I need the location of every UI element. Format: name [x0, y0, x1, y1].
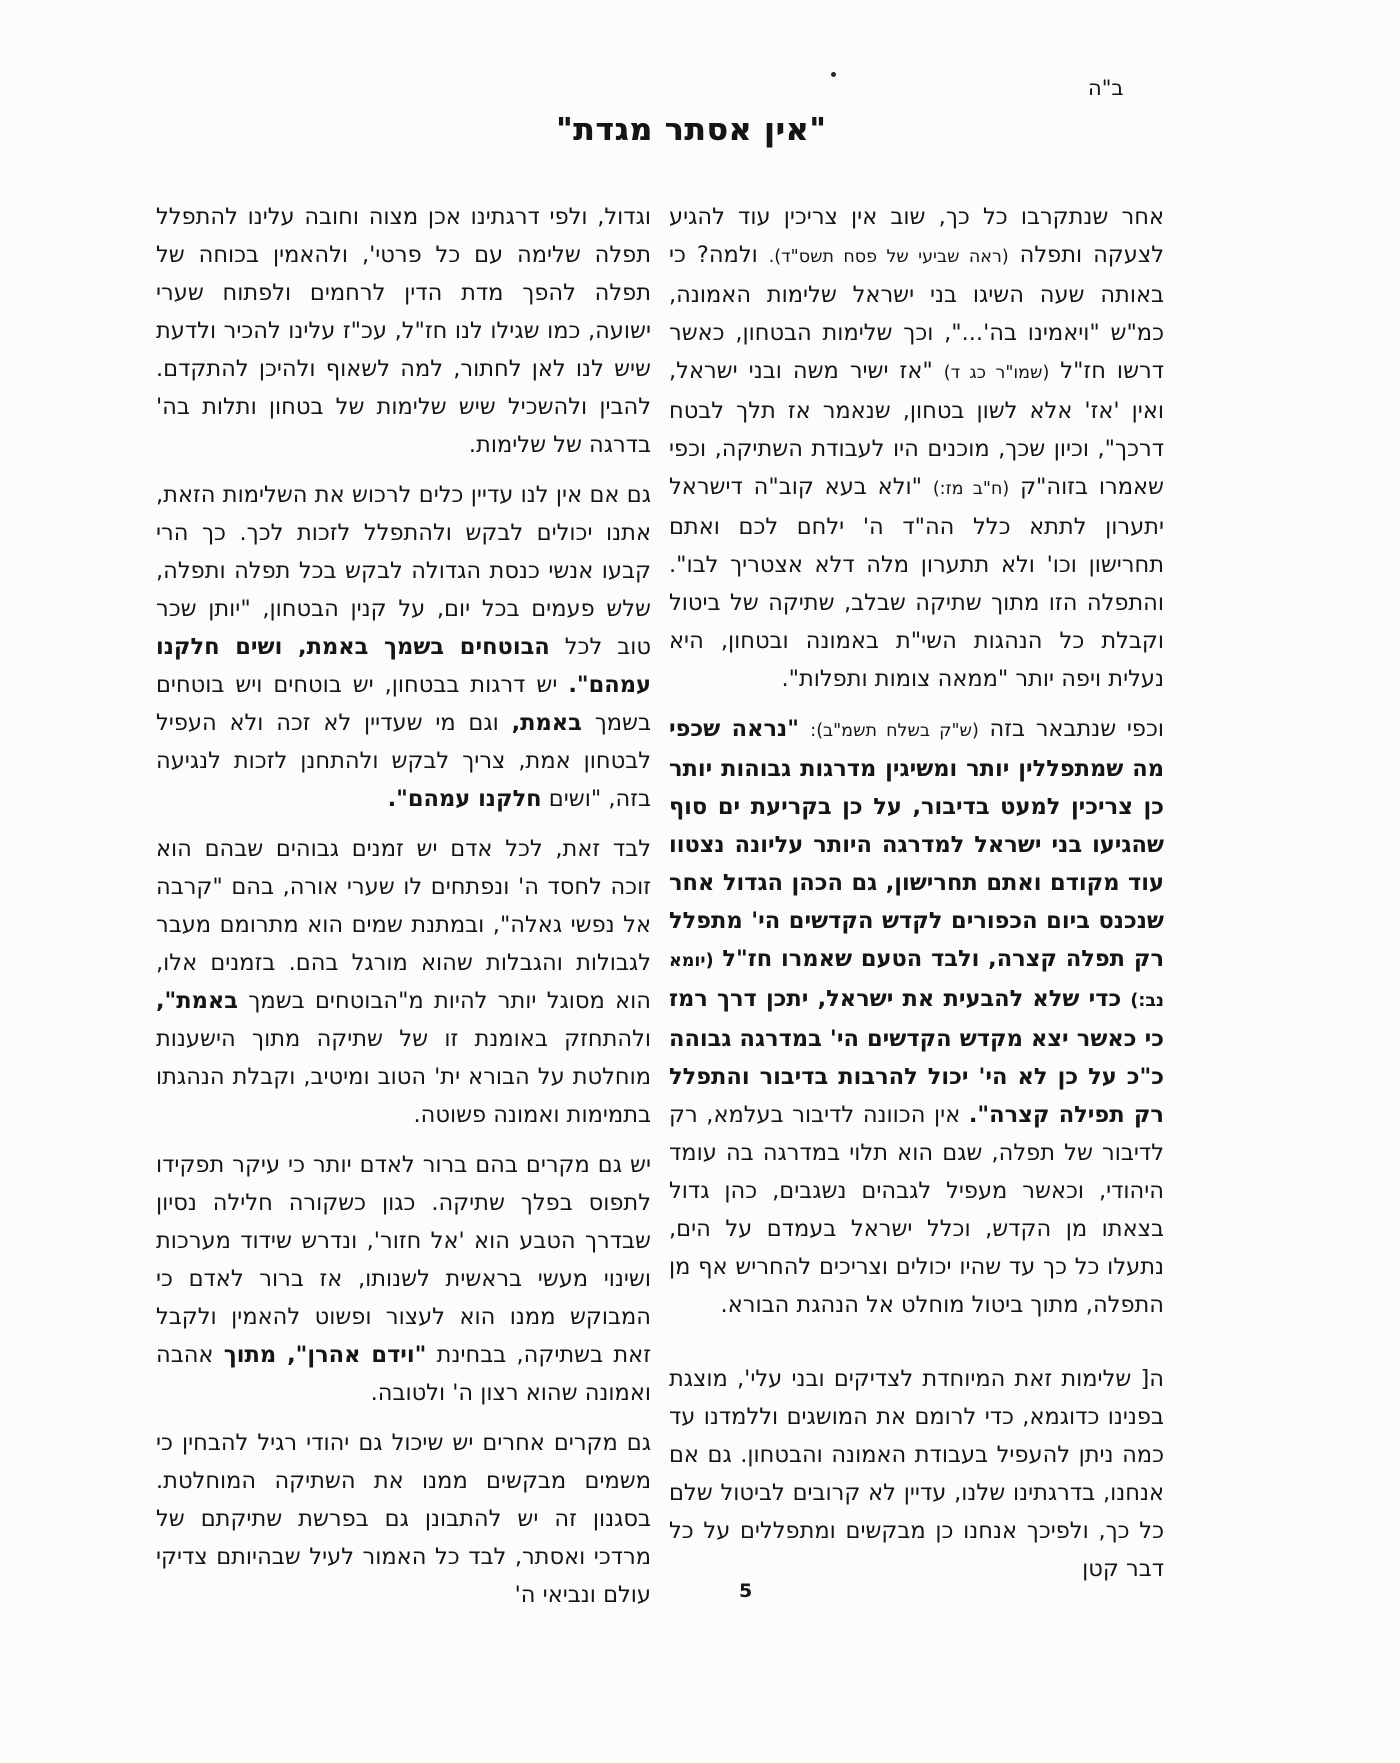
text-run: "נראה שכפי מה שמתפללין יותר ומשיגין מדרגות גבוהות יותר כן צריכין למעט בדיבור, על כן בקריעת ים סוף שהגיעו בני ישראל למדרגה היותר עליונה נצטוו עוד מקודם ואתם תחרישון, גם הכהן הגדול אחר שנכנס ביום הכפורים לקדש הקדשים הי' מתפלל רק תפלה קצרה, ולבד הטעם שאמרו חז"ל	[669, 716, 1164, 972]
text-run: הבוטחים בשמך באמת, ושים חלקנו עמהם".	[156, 634, 651, 698]
text-run: ולהתחזק באומנת זו של שתיקה מתוך הישענות מוחלטת על הבורא ית' הטוב ומיטיב, וקבלת הנהגתו בתמימות ואמונה פשוטה.	[156, 1026, 651, 1128]
text-run: (ש"ק בשלח תשמ"ב):	[810, 721, 979, 741]
text-columns	[156, 198, 1164, 1626]
paragraph	[669, 198, 1164, 698]
text-run: גם אם אין לנו עדיין כלים לרכוש את השלימות הזאת, אתנו יכולים לבקש ולהתפלל לזכות לכך. כך הרי קבעו אנשי כנסת הגדולה לבקש בכל תפלה ותפלה, שלש פעמים בכל יום, על קנין הבטחון, "יותן שכר טוב לכל	[156, 482, 651, 660]
text-run: גם מקרים אחרים יש שיכול גם יהודי רגיל להבחין כי משמים מבקשים ממנו את השתיקה המוחלטת. בסגנון זה יש להתבונן גם בפרשת שתיקתם של מרדכי ואסתר, לבד כל האמור לעיל שבהיותם צדיקי עולם ונביאי ה'	[156, 1430, 651, 1608]
text-run: חלקנו עמהם".	[387, 786, 542, 812]
column-left	[156, 198, 651, 1626]
paragraph	[669, 710, 1164, 1324]
page-title: "אין אסתר מגדת"	[556, 112, 827, 148]
paragraph	[156, 1424, 651, 1614]
text-run: באמת,	[511, 710, 582, 736]
text-run: באמת",	[156, 988, 239, 1014]
text-run: (שמו"ר כג ד)	[943, 363, 1050, 383]
text-run: יש דרגות בבטחון, יש בוטחים ויש בוטחים בשמך	[156, 672, 652, 736]
text-run: וכפי שנתבאר בזה	[978, 716, 1164, 742]
text-run: (יומא נב:)	[669, 951, 1164, 1011]
text-run: "אז ישיר משה ובני ישראל, ואין 'אז' אלא לשון בטחון, שנאמר אז תלך לבטח דרכך", וכיון שכך, מוכנים היו לעבודת השתיקה, וכפי שאמרו בזוה"ק	[669, 358, 1164, 500]
column-right	[669, 198, 1164, 1626]
text-run: (ראה שביעי של פסח תשס"ד).	[768, 247, 1009, 267]
text-run: כדי שלא להבעית את ישראל, יתכן דרך רמז כי כאשר יצא מקדש הקדשים הי' במדרגה גבוהה כ"כ על כן לא הי' יכול להרבות בדיבור והתפלל רק תפילה קצרה".	[669, 986, 1164, 1128]
text-run: (ח"ב מז:)	[932, 479, 1010, 499]
ink-speck	[831, 72, 836, 77]
paragraph	[669, 1360, 1164, 1588]
paragraph	[156, 1146, 651, 1412]
besiyata-mark: ב"ה	[1088, 76, 1124, 100]
text-run: "וידם אהרן", מתוך	[223, 1342, 427, 1368]
text-run: יש גם מקרים בהם ברור לאדם יותר כי עיקר תפקידו לתפוס בפלך שתיקה. כגון כשקורה חלילה נסיון שבדרך הטבע הוא 'אל חזור', ונדרש שידוד מערכות ושינוי מעשי בראשית לשנותו, אז ברור לאדם כי המבוקש ממנו הוא לעצור ופשוט להאמין ולקבל זאת בשתיקה, בבחינת	[156, 1152, 651, 1368]
text-run: לבד זאת, לכל אדם יש זמנים גבוהים שבהם הוא זוכה לחסד ה' ונפתחים לו שערי אורה, בהם "קרבה אל נפשי גאלה", ובמתנת שמים הוא מתרומם מעבר לגבולות והגבלות שהוא מורגל בהם. בזמנים אלו, הוא מסוגל יותר להיות מ"הבוטחים בשמך	[156, 836, 651, 1014]
text-run: אהבה ואמונה שהוא רצון ה' ולטובה.	[156, 1342, 651, 1406]
paragraph	[156, 198, 651, 464]
paragraph	[156, 830, 651, 1134]
text-run: ולמה? כי באותה שעה השיגו בני ישראל שלימות האמונה, כמ"ש "ויאמינו בה'...", וכך שלימות הבטחון, כאשר דרשו חז"ל	[669, 242, 1164, 384]
text-run: אחר שנתקרבו כל כך, שוב אין צריכין עוד להגיע לצעקה ותפלה	[669, 204, 1164, 268]
text-run: וגם מי שעדיין לא זכה ולא העפיל לבטחון אמת, צריך לבקש ולהתחנן לזכות לנגיעה בזה, "ושים	[156, 710, 651, 812]
text-run: וגדול, ולפי דרגתינו אכן מצוה וחובה עלינו להתפלל תפלה שלימה עם כל פרטי', ולהאמין בכוחה של תפלה להפך מדת הדין לרחמים ולפתוח שערי ישועה, כמו שגילו לנו חז"ל, עכ"ז עלינו להכיר ולדעת שיש לנו לאן לחתור, למה לשאוף ולהיכן להתקדם. להבין ולהשכיל שיש שלימות של בטחון ותלות בה' בדרגה של שלימות.	[156, 204, 651, 458]
paragraph	[156, 476, 651, 818]
text-run: ה[ שלימות זאת המיוחדת לצדיקים ובני עלי', מוצגת בפנינו כדוגמא, כדי לרומם את המושגים וללמדנו עד כמה ניתן להעפיל בעבודת האמונה והבטחון. גם אם אנחנו, בדרגתינו שלנו, עדיין לא קרובים לביטול שלם כל כך, ולפיכך אנחנו כן מבקשים ומתפללים על כל דבר קטן	[669, 1366, 1164, 1582]
page-number: 5	[739, 1580, 753, 1602]
text-run: אין הכוונה לדיבור בעלמא, רק לדיבור של תפלה, שגם הוא תלוי במדרגה בה עומד היהודי, וכאשר מעפיל לגבהים נשגבים, כהן גדול בצאתו מן הקדש, וכלל ישראל בעמדם על הים, נתעלו כל כך עד שהיו יכולים וצריכים להחריש אף מן התפלה, מתוך ביטול מוחלט אל הנהגת הבורא.	[669, 1102, 1164, 1318]
text-run: "ולא בעא קוב"ה דישראל יתערון לתתא כלל הה"ד ה' ילחם לכם ואתם תחרישון וכו' ולא תתערון מלה דלא אצטריך לבו". והתפלה הזו מתוך שתיקה שבלב, שתיקה של ביטול וקבלת כל הנהגות השי"ת באמונה ובטחון, היא נעלית ויפה יותר "ממאה צומות ותפלות".	[669, 474, 1164, 692]
